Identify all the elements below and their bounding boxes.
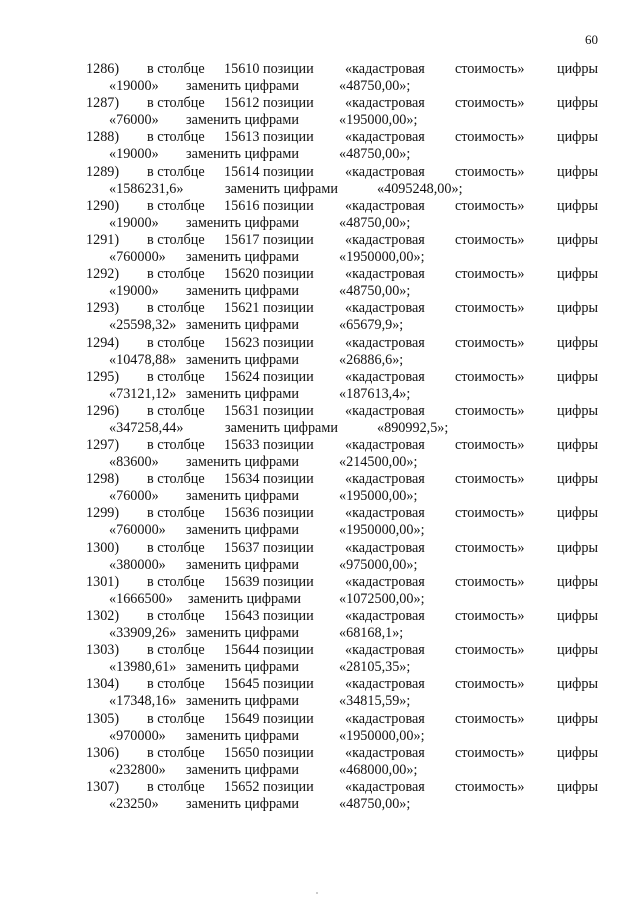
new-value: «28105,35»; — [339, 659, 411, 676]
new-value: «1950000,00»; — [339, 522, 425, 539]
in-column-text: в столбце — [147, 539, 205, 556]
in-column-text: в столбце — [147, 368, 205, 385]
column-code: 15624 — [224, 368, 260, 385]
column-code: 15652 — [224, 778, 260, 795]
item-number: 1288) — [86, 129, 120, 146]
amendment-item — [0, 608, 640, 642]
digits-text: цифры — [556, 539, 598, 556]
amendment-line-1 — [0, 779, 640, 796]
positions-text: позиции — [263, 642, 314, 659]
digits-text: цифры — [556, 129, 598, 146]
old-value: «1666500» — [109, 590, 173, 607]
cadastral-text: «кадастровая — [345, 505, 425, 522]
in-column-text: в столбце — [147, 231, 205, 248]
new-value: «34815,59»; — [339, 693, 411, 710]
amendment-item — [0, 642, 640, 676]
new-value: «48750,00»; — [339, 214, 411, 231]
in-column-text: в столбце — [147, 197, 205, 214]
item-number: 1299) — [86, 505, 120, 522]
amendment-line-2 — [0, 557, 640, 574]
amendment-item — [0, 676, 640, 710]
digits-text: цифры — [556, 744, 598, 761]
amendment-item — [0, 574, 640, 608]
amendment-item — [0, 164, 640, 198]
digits-text: цифры — [556, 608, 598, 624]
page-number: 60 — [585, 32, 598, 47]
cadastral-text: «кадастровая — [345, 778, 425, 795]
replace-with-text: заменить цифрами — [186, 693, 299, 710]
item-number: 1307) — [86, 778, 120, 795]
positions-text: позиции — [263, 573, 314, 590]
column-code: 15643 — [224, 608, 260, 624]
in-column-text: в столбце — [147, 129, 205, 146]
amendment-line-1 — [0, 745, 640, 762]
replace-with-text: заменить цифрами — [186, 659, 299, 676]
new-value: «187613,4»; — [339, 385, 411, 402]
old-value: «76000» — [109, 112, 159, 129]
amendment-item — [0, 745, 640, 779]
new-value: «195000,00»; — [339, 488, 418, 505]
replace-with-text: заменить цифрами — [186, 283, 299, 300]
amendment-line-2 — [0, 317, 640, 334]
amendment-line-1 — [0, 505, 640, 522]
item-number: 1290) — [86, 197, 120, 214]
in-column-text: в столбце — [147, 710, 205, 727]
value-text: стоимость» — [455, 95, 525, 112]
value-text: стоимость» — [455, 744, 525, 761]
value-text: стоимость» — [455, 710, 525, 727]
in-column-text: в столбце — [147, 505, 205, 522]
cadastral-text: «кадастровая — [345, 676, 425, 693]
replace-with-text: заменить цифрами — [186, 761, 299, 778]
in-column-text: в столбце — [147, 471, 205, 488]
old-value: «19000» — [109, 146, 159, 163]
cadastral-text: «кадастровая — [345, 368, 425, 385]
in-column-text: в столбце — [147, 744, 205, 761]
digits-text: цифры — [556, 642, 598, 659]
replace-with-text: заменить цифрами — [186, 454, 299, 471]
new-value: «1950000,00»; — [339, 727, 425, 744]
value-text: стоимость» — [455, 266, 525, 283]
item-number: 1293) — [86, 300, 120, 317]
item-number: 1301) — [86, 573, 120, 590]
amendment-line-1 — [0, 61, 640, 78]
positions-text: позиции — [263, 266, 314, 283]
column-code: 15637 — [224, 539, 260, 556]
amendment-line-1 — [0, 164, 640, 181]
amendment-line-1 — [0, 676, 640, 693]
digits-text: цифры — [556, 505, 598, 522]
amendment-line-2 — [0, 796, 640, 813]
amendment-item — [0, 437, 640, 471]
replace-with-text: заменить цифрами — [186, 317, 299, 334]
replace-with-text: заменить цифрами — [225, 180, 338, 197]
cadastral-text: «кадастровая — [345, 471, 425, 488]
amendment-line-1 — [0, 711, 640, 728]
positions-text: позиции — [263, 539, 314, 556]
amendment-line-2 — [0, 420, 640, 437]
old-value: «19000» — [109, 78, 159, 94]
digits-text: цифры — [556, 471, 598, 488]
positions-text: позиции — [263, 334, 314, 351]
positions-text: позиции — [263, 61, 314, 77]
amendment-line-2 — [0, 181, 640, 198]
item-number: 1302) — [86, 608, 120, 624]
old-value: «10478,88» — [109, 351, 177, 368]
item-number: 1305) — [86, 710, 120, 727]
column-code: 15616 — [224, 197, 260, 214]
value-text: стоимость» — [455, 334, 525, 351]
digits-text: цифры — [556, 61, 598, 77]
amendment-line-1 — [0, 232, 640, 249]
replace-with-text: заменить цифрами — [186, 625, 299, 641]
item-number: 1286) — [86, 61, 120, 77]
column-code: 15631 — [224, 402, 260, 419]
scan-artifact-dot — [316, 892, 318, 894]
old-value: «73121,12» — [109, 385, 177, 402]
in-column-text: в столбце — [147, 266, 205, 283]
replace-with-text: заменить цифрами — [186, 795, 299, 812]
new-value: «68168,1»; — [339, 625, 404, 641]
amendment-item — [0, 300, 640, 334]
new-value: «975000,00»; — [339, 556, 418, 573]
digits-text: цифры — [556, 231, 598, 248]
positions-text: позиции — [263, 402, 314, 419]
positions-text: позиции — [263, 710, 314, 727]
column-code: 15633 — [224, 437, 260, 454]
old-value: «347258,44» — [109, 419, 184, 436]
amendment-line-1 — [0, 540, 640, 557]
amendment-line-1 — [0, 335, 640, 352]
in-column-text: в столбце — [147, 676, 205, 693]
amendment-item — [0, 129, 640, 163]
column-code: 15612 — [224, 95, 260, 112]
amendment-line-1 — [0, 266, 640, 283]
amendment-line-1 — [0, 129, 640, 146]
amendment-line-1 — [0, 369, 640, 386]
amendment-item — [0, 335, 640, 369]
column-code: 15623 — [224, 334, 260, 351]
cadastral-text: «кадастровая — [345, 710, 425, 727]
digits-text: цифры — [556, 334, 598, 351]
replace-with-text: заменить цифрами — [186, 146, 299, 163]
in-column-text: в столбце — [147, 573, 205, 590]
amendment-line-2 — [0, 146, 640, 163]
positions-text: позиции — [263, 163, 314, 180]
replace-with-text: заменить цифрами — [225, 419, 338, 436]
column-code: 15617 — [224, 231, 260, 248]
positions-text: позиции — [263, 231, 314, 248]
amendment-line-2 — [0, 488, 640, 505]
positions-text: позиции — [263, 505, 314, 522]
amendment-item — [0, 403, 640, 437]
digits-text: цифры — [556, 437, 598, 454]
positions-text: позиции — [263, 197, 314, 214]
in-column-text: в столбце — [147, 608, 205, 624]
column-code: 15650 — [224, 744, 260, 761]
amendment-line-1 — [0, 95, 640, 112]
amendment-line-1 — [0, 437, 640, 454]
old-value: «232800» — [109, 761, 166, 778]
replace-with-text: заменить цифрами — [186, 78, 299, 94]
value-text: стоимость» — [455, 539, 525, 556]
value-text: стоимость» — [455, 129, 525, 146]
cadastral-text: «кадастровая — [345, 437, 425, 454]
item-number: 1294) — [86, 334, 120, 351]
amendment-line-2 — [0, 352, 640, 369]
value-text: стоимость» — [455, 197, 525, 214]
cadastral-text: «кадастровая — [345, 642, 425, 659]
cadastral-text: «кадастровая — [345, 163, 425, 180]
cadastral-text: «кадастровая — [345, 61, 425, 77]
new-value: «48750,00»; — [339, 78, 411, 94]
value-text: стоимость» — [455, 505, 525, 522]
positions-text: позиции — [263, 778, 314, 795]
column-code: 15613 — [224, 129, 260, 146]
cadastral-text: «кадастровая — [345, 266, 425, 283]
digits-text: цифры — [556, 676, 598, 693]
amendment-line-2 — [0, 762, 640, 779]
column-code: 15644 — [224, 642, 260, 659]
amendment-line-2 — [0, 386, 640, 403]
digits-text: цифры — [556, 266, 598, 283]
new-value: «195000,00»; — [339, 112, 418, 129]
digits-text: цифры — [556, 573, 598, 590]
cadastral-text: «кадастровая — [345, 744, 425, 761]
amendment-line-1 — [0, 198, 640, 215]
new-value: «48750,00»; — [339, 146, 411, 163]
amendment-item — [0, 505, 640, 539]
amendment-line-2 — [0, 215, 640, 232]
value-text: стоимость» — [455, 608, 525, 624]
replace-with-text: заменить цифрами — [186, 488, 299, 505]
item-number: 1287) — [86, 95, 120, 112]
amendment-line-2 — [0, 591, 640, 608]
old-value: «970000» — [109, 727, 166, 744]
value-text: стоимость» — [455, 642, 525, 659]
value-text: стоимость» — [455, 61, 525, 77]
value-text: стоимость» — [455, 300, 525, 317]
cadastral-text: «кадастровая — [345, 608, 425, 624]
item-number: 1304) — [86, 676, 120, 693]
item-number: 1303) — [86, 642, 120, 659]
cadastral-text: «кадастровая — [345, 197, 425, 214]
cadastral-text: «кадастровая — [345, 334, 425, 351]
replace-with-text: заменить цифрами — [188, 590, 301, 607]
value-text: стоимость» — [455, 573, 525, 590]
cadastral-text: «кадастровая — [345, 300, 425, 317]
amendment-item — [0, 198, 640, 232]
in-column-text: в столбце — [147, 778, 205, 795]
old-value: «25598,32» — [109, 317, 177, 334]
amendment-line-2 — [0, 454, 640, 471]
amendment-item — [0, 779, 640, 813]
in-column-text: в столбце — [147, 642, 205, 659]
amendment-item — [0, 369, 640, 403]
amendment-line-1 — [0, 300, 640, 317]
replace-with-text: заменить цифрами — [186, 556, 299, 573]
amendment-list — [0, 61, 640, 813]
item-number: 1292) — [86, 266, 120, 283]
in-column-text: в столбце — [147, 334, 205, 351]
new-value: «890992,5»; — [377, 419, 449, 436]
column-code: 15621 — [224, 300, 260, 317]
value-text: стоимость» — [455, 231, 525, 248]
old-value: «760000» — [109, 522, 166, 539]
in-column-text: в столбце — [147, 437, 205, 454]
amendment-line-1 — [0, 403, 640, 420]
digits-text: цифры — [556, 300, 598, 317]
amendment-line-2 — [0, 659, 640, 676]
old-value: «19000» — [109, 214, 159, 231]
old-value: «76000» — [109, 488, 159, 505]
amendment-line-1 — [0, 608, 640, 625]
cadastral-text: «кадастровая — [345, 402, 425, 419]
positions-text: позиции — [263, 744, 314, 761]
cadastral-text: «кадастровая — [345, 231, 425, 248]
amendment-item — [0, 711, 640, 745]
old-value: «83600» — [109, 454, 159, 471]
column-code: 15614 — [224, 163, 260, 180]
positions-text: позиции — [263, 608, 314, 624]
amendment-item — [0, 232, 640, 266]
column-code: 15649 — [224, 710, 260, 727]
amendment-line-2 — [0, 249, 640, 266]
digits-text: цифры — [556, 197, 598, 214]
item-number: 1296) — [86, 402, 120, 419]
positions-text: позиции — [263, 95, 314, 112]
positions-text: позиции — [263, 676, 314, 693]
digits-text: цифры — [556, 710, 598, 727]
amendment-item — [0, 61, 640, 95]
new-value: «65679,9»; — [339, 317, 404, 334]
amendment-line-1 — [0, 574, 640, 591]
digits-text: цифры — [556, 163, 598, 180]
old-value: «23250» — [109, 795, 159, 812]
value-text: стоимость» — [455, 778, 525, 795]
amendment-line-2 — [0, 693, 640, 710]
new-value: «1072500,00»; — [339, 590, 425, 607]
amendment-line-2 — [0, 283, 640, 300]
old-value: «380000» — [109, 556, 166, 573]
positions-text: позиции — [263, 437, 314, 454]
in-column-text: в столбце — [147, 402, 205, 419]
item-number: 1291) — [86, 231, 120, 248]
cadastral-text: «кадастровая — [345, 573, 425, 590]
replace-with-text: заменить цифрами — [186, 112, 299, 129]
column-code: 15639 — [224, 573, 260, 590]
item-number: 1298) — [86, 471, 120, 488]
replace-with-text: заменить цифрами — [186, 385, 299, 402]
replace-with-text: заменить цифрами — [186, 248, 299, 265]
new-value: «214500,00»; — [339, 454, 418, 471]
column-code: 15634 — [224, 471, 260, 488]
digits-text: цифры — [556, 778, 598, 795]
amendment-item — [0, 540, 640, 574]
in-column-text: в столбце — [147, 300, 205, 317]
digits-text: цифры — [556, 95, 598, 112]
amendment-item — [0, 471, 640, 505]
column-code: 15636 — [224, 505, 260, 522]
in-column-text: в столбце — [147, 61, 205, 77]
amendment-line-2 — [0, 728, 640, 745]
replace-with-text: заменить цифрами — [186, 522, 299, 539]
digits-text: цифры — [556, 368, 598, 385]
item-number: 1300) — [86, 539, 120, 556]
new-value: «468000,00»; — [339, 761, 418, 778]
new-value: «48750,00»; — [339, 795, 411, 812]
cadastral-text: «кадастровая — [345, 539, 425, 556]
column-code: 15610 — [224, 61, 260, 77]
cadastral-text: «кадастровая — [345, 129, 425, 146]
digits-text: цифры — [556, 402, 598, 419]
value-text: стоимость» — [455, 368, 525, 385]
new-value: «48750,00»; — [339, 283, 411, 300]
positions-text: позиции — [263, 368, 314, 385]
amendment-line-2 — [0, 112, 640, 129]
positions-text: позиции — [263, 129, 314, 146]
column-code: 15645 — [224, 676, 260, 693]
positions-text: позиции — [263, 300, 314, 317]
value-text: стоимость» — [455, 402, 525, 419]
item-number: 1297) — [86, 437, 120, 454]
amendment-line-1 — [0, 471, 640, 488]
column-code: 15620 — [224, 266, 260, 283]
new-value: «1950000,00»; — [339, 248, 425, 265]
new-value: «4095248,00»; — [377, 180, 463, 197]
value-text: стоимость» — [455, 676, 525, 693]
amendment-item — [0, 95, 640, 129]
positions-text: позиции — [263, 471, 314, 488]
amendment-line-2 — [0, 522, 640, 539]
old-value: «760000» — [109, 248, 166, 265]
in-column-text: в столбце — [147, 163, 205, 180]
cadastral-text: «кадастровая — [345, 95, 425, 112]
item-number: 1295) — [86, 368, 120, 385]
value-text: стоимость» — [455, 437, 525, 454]
item-number: 1306) — [86, 744, 120, 761]
in-column-text: в столбце — [147, 95, 205, 112]
new-value: «26886,6»; — [339, 351, 404, 368]
old-value: «33909,26» — [109, 625, 177, 641]
old-value: «13980,61» — [109, 659, 177, 676]
item-number: 1289) — [86, 163, 120, 180]
replace-with-text: заменить цифрами — [186, 351, 299, 368]
old-value: «1586231,6» — [109, 180, 184, 197]
amendment-item — [0, 266, 640, 300]
old-value: «19000» — [109, 283, 159, 300]
replace-with-text: заменить цифрами — [186, 727, 299, 744]
value-text: стоимость» — [455, 163, 525, 180]
amendment-line-2 — [0, 625, 640, 642]
amendment-line-2 — [0, 78, 640, 95]
amendment-line-1 — [0, 642, 640, 659]
replace-with-text: заменить цифрами — [186, 214, 299, 231]
value-text: стоимость» — [455, 471, 525, 488]
old-value: «17348,16» — [109, 693, 177, 710]
